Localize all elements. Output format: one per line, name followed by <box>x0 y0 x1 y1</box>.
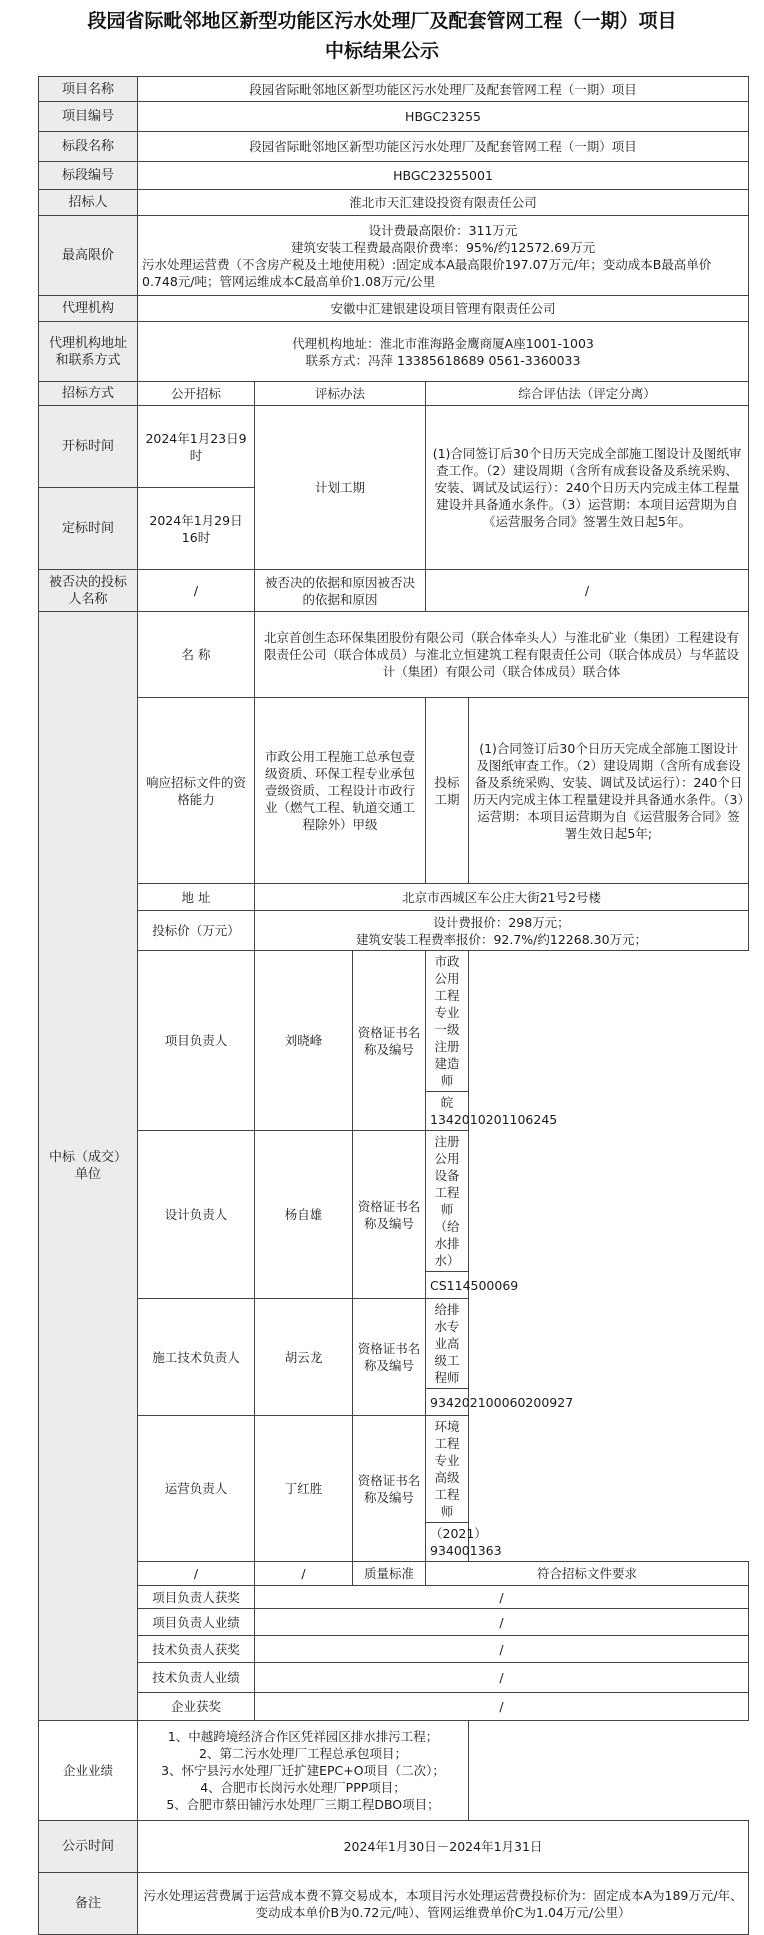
row-project-name <box>39 77 749 102</box>
award-value: / <box>255 1663 749 1693</box>
person-cert-name: 市政公用工程专业一级注册建造师 <box>426 951 469 1092</box>
person-role: 项目负责人 <box>138 951 255 1131</box>
winner-address-label: 地 址 <box>138 884 255 911</box>
award-label: 企业获奖 <box>138 1693 255 1721</box>
row-quality <box>39 1562 749 1586</box>
person-role: 运营负责人 <box>138 1416 255 1562</box>
row-tenderer <box>39 190 749 216</box>
remark-value: 污水处理运营费属于运营成本费不算交易成本，本项目污水处理运营费投标价为：固定成本A为189万元/年、变动成本单价B为0.72元/吨）、管网运维费单价C为1.04万元/公里） <box>138 1873 749 1935</box>
open-time-value: 2024年1月23日9时 <box>138 406 255 488</box>
agency-address-value <box>138 322 749 382</box>
plan-period-value: (1)合同签订后30个日历天完成全部施工图设计及图纸审查工作。（2）建设周期（含所有成套设备及系统采购、安装、调试及试运行）：240个日历天内完成主体工程量建设并具备通水条件。（3）运营期：本项目运营期为自《运营服务合同》签署生效日起5年。 <box>426 406 749 570</box>
section-name-label: 标段名称 <box>39 132 138 162</box>
row-award <box>39 1636 749 1663</box>
rejected-value: / <box>138 570 255 612</box>
public-time-label: 公示时间 <box>39 1821 138 1873</box>
rejected-label: 被否决的投标人名称 <box>39 570 138 612</box>
person-cert-label: 资格证书名 称及编号 <box>353 1299 426 1416</box>
person-cert-label: 资格证书名 称及编号 <box>353 951 426 1131</box>
rejected-reason-value: / <box>426 570 749 612</box>
agency-value: 安徽中汇建银建设项目管理有限责任公司 <box>138 296 749 322</box>
max-price-line-2: 建筑安装工程费最高限价费率：95%/约12572.69万元 <box>290 239 596 255</box>
max-price-label: 最高限价 <box>39 216 138 296</box>
person-name: 刘晓峰 <box>255 951 353 1131</box>
quality-value: 符合招标文件要求 <box>426 1562 749 1586</box>
max-price-line-3: 污水处理运营费（不含房产税及土地使用税）:固定成本A最高限价197.07万元/年；变动成本B最高单价0.748元/吨；管网运维成本C最高单价1.08万元/公里 <box>142 256 712 289</box>
winner-label: 中标（成交） 单位 <box>39 612 138 1721</box>
agency-address-line-2: 联系方式：冯萍 13385618689 0561-3360033 <box>305 352 581 368</box>
section-no-label: 标段编号 <box>39 162 138 190</box>
performance-item: 4、合肥市长岗污水处理厂PPP项目； <box>200 1780 406 1795</box>
project-name-value: 段园省际毗邻地区新型功能区污水处理厂及配套管网工程（一期）项目 <box>138 77 749 102</box>
award-value: / <box>255 1636 749 1663</box>
project-name-label: 项目名称 <box>39 77 138 102</box>
max-price-value <box>138 216 749 296</box>
person-name: 丁红胜 <box>255 1416 353 1562</box>
row-award <box>39 1609 749 1636</box>
agency-address-line-1: 代理机构地址：淮北市淮海路金鹰商厦A座1001-1003 <box>292 335 594 351</box>
row-section-name <box>39 132 749 162</box>
rejected-reason-label: 被否决的依据和原因被否决的依据和原因 <box>255 570 426 612</box>
remark-label: 备注 <box>39 1873 138 1935</box>
person-cert-name: 注册公用设备工程师（给水排水） <box>426 1131 469 1272</box>
person-name: 胡云龙 <box>255 1299 353 1416</box>
person-name: 杨自雄 <box>255 1131 353 1299</box>
eval-method-label: 评标办法 <box>255 382 426 406</box>
row-company-performance <box>39 1721 749 1821</box>
person-cert-no: CS114500069 <box>426 1272 469 1299</box>
bid-price-line-2: 建筑安装工程费率报价：92.7%/约12268.30万元； <box>355 931 648 947</box>
bid-price-label: 投标价（万元） <box>138 911 255 951</box>
winner-name-value: 北京首创生态环保集团股份有限公司（联合体牵头人）与淮北矿业（集团）工程建设有限责任公司（联合体成员）与淮北立恒建筑工程有限责任公司（联合体成员）与华蓝设计（集团）有限公司（联合体成员）联合体 <box>255 612 749 698</box>
performance-item: 3、怀宁县污水处理厂迁扩建EPC+O项目（二次）； <box>161 1763 445 1778</box>
tender-method-value: 公开招标 <box>138 382 255 406</box>
row-max-price <box>39 216 749 296</box>
project-no-value: HBGC23255 <box>138 102 749 132</box>
row-agency-address <box>39 322 749 382</box>
eval-method-value: 综合评估法（评定分离） <box>426 382 749 406</box>
row-open-time <box>39 406 749 488</box>
agency-label: 代理机构 <box>39 296 138 322</box>
quality-label: 质量标准 <box>353 1562 426 1586</box>
performance-item: 1、中越跨境经济合作区凭祥园区排水排污工程； <box>167 1729 439 1744</box>
row-award <box>39 1663 749 1693</box>
row-winner-address <box>39 884 749 911</box>
open-time-label: 开标时间 <box>39 406 138 488</box>
row-remark <box>39 1873 749 1935</box>
row-person <box>39 1131 749 1272</box>
person-role: 施工技术负责人 <box>138 1299 255 1416</box>
row-section-no <box>39 162 749 190</box>
row-person <box>39 951 749 1092</box>
performance-item: 5、合肥市蔡田铺污水处理厂三期工程DBO项目； <box>166 1797 440 1812</box>
section-name-value: 段园省际毗邻地区新型功能区污水处理厂及配套管网工程（一期）项目 <box>138 132 749 162</box>
qualification-label: 响应招标文件的资格能力 <box>138 698 255 884</box>
award-label: 项目负责人业绩 <box>138 1609 255 1636</box>
person-cert-no: 934202100060200927 <box>426 1389 469 1416</box>
row-award <box>39 1693 749 1721</box>
performance-item: 2、第二污水处理厂工程总承包项目； <box>199 1746 407 1761</box>
award-label: 技术负责人业绩 <box>138 1663 255 1693</box>
award-value: / <box>255 1586 749 1609</box>
qualification-value: 市政公用工程施工总承包壹级资质、环保工程专业承包壹级资质、工程设计市政行业（燃气工程、轨道交通工程除外）甲级 <box>255 698 426 884</box>
max-price-line-1: 设计费最高限价：311万元 <box>368 222 518 238</box>
person-cert-no: 皖1342010201106245 <box>426 1092 469 1131</box>
row-bid-price <box>39 911 749 951</box>
quality-blank-1: / <box>138 1562 255 1586</box>
company-performance-value <box>138 1721 469 1821</box>
title-line-1: 段园省际毗邻地区新型功能区污水处理厂及配套管网工程（一期）项目 <box>87 10 677 32</box>
row-winner-name <box>39 612 749 698</box>
person-cert-label: 资格证书名 称及编号 <box>353 1131 426 1299</box>
award-label: 技术负责人获奖 <box>138 1636 255 1663</box>
project-no-label: 项目编号 <box>39 102 138 132</box>
company-performance-label: 企业业绩 <box>39 1721 138 1821</box>
row-person <box>39 1299 749 1389</box>
tenderer-value: 淮北市天汇建设投资有限责任公司 <box>138 190 749 216</box>
agency-address-label: 代理机构地址和联系方式 <box>39 322 138 382</box>
winner-address-value: 北京市西城区车公庄大街21号2号楼 <box>255 884 749 911</box>
quality-blank-2: / <box>255 1562 353 1586</box>
row-tender-method <box>39 382 749 406</box>
bid-period-label: 投标工期 <box>426 698 469 884</box>
person-cert-no: （2021）934001363 <box>426 1523 469 1562</box>
bid-period-value: (1)合同签订后30个日历天完成全部施工图设计及图纸审查工作。（2）建设周期（含所有成套设备及系统采购、安装、调试及试运行）：240个日历天内完成主体工程量建设并具备通水条件。（3）运营期：本项目运营期为自《运营服务合同》签署生效日起5年; <box>469 698 749 884</box>
person-cert-name: 环境工程专业高级工程师 <box>426 1416 469 1523</box>
award-label: 项目负责人获奖 <box>138 1586 255 1609</box>
tenderer-label: 招标人 <box>39 190 138 216</box>
section-no-value: HBGC23255001 <box>138 162 749 190</box>
public-time-value: 2024年1月30日－2024年1月31日 <box>138 1821 749 1873</box>
tender-method-label: 招标方式 <box>39 382 138 406</box>
result-table <box>38 76 749 1935</box>
row-rejected <box>39 570 749 612</box>
row-winner-qualification <box>39 698 749 884</box>
row-project-no <box>39 102 749 132</box>
row-agency <box>39 296 749 322</box>
person-cert-label: 资格证书名 称及编号 <box>353 1416 426 1562</box>
person-cert-name: 给排水专业高级工程师 <box>426 1299 469 1389</box>
winner-name-label: 名 称 <box>138 612 255 698</box>
row-award <box>39 1586 749 1609</box>
award-value: / <box>255 1693 749 1721</box>
define-time-value: 2024年1月29日16时 <box>138 488 255 570</box>
define-time-label: 定标时间 <box>39 488 138 570</box>
title-line-2: 中标结果公示 <box>324 40 439 62</box>
plan-period-label: 计划工期 <box>255 406 426 570</box>
award-value: / <box>255 1609 749 1636</box>
page-title <box>0 6 764 66</box>
bid-price-value <box>255 911 749 951</box>
person-role: 设计负责人 <box>138 1131 255 1299</box>
row-person <box>39 1416 749 1523</box>
bid-price-line-1: 设计费报价：298万元； <box>433 914 570 930</box>
row-public-time <box>39 1821 749 1873</box>
